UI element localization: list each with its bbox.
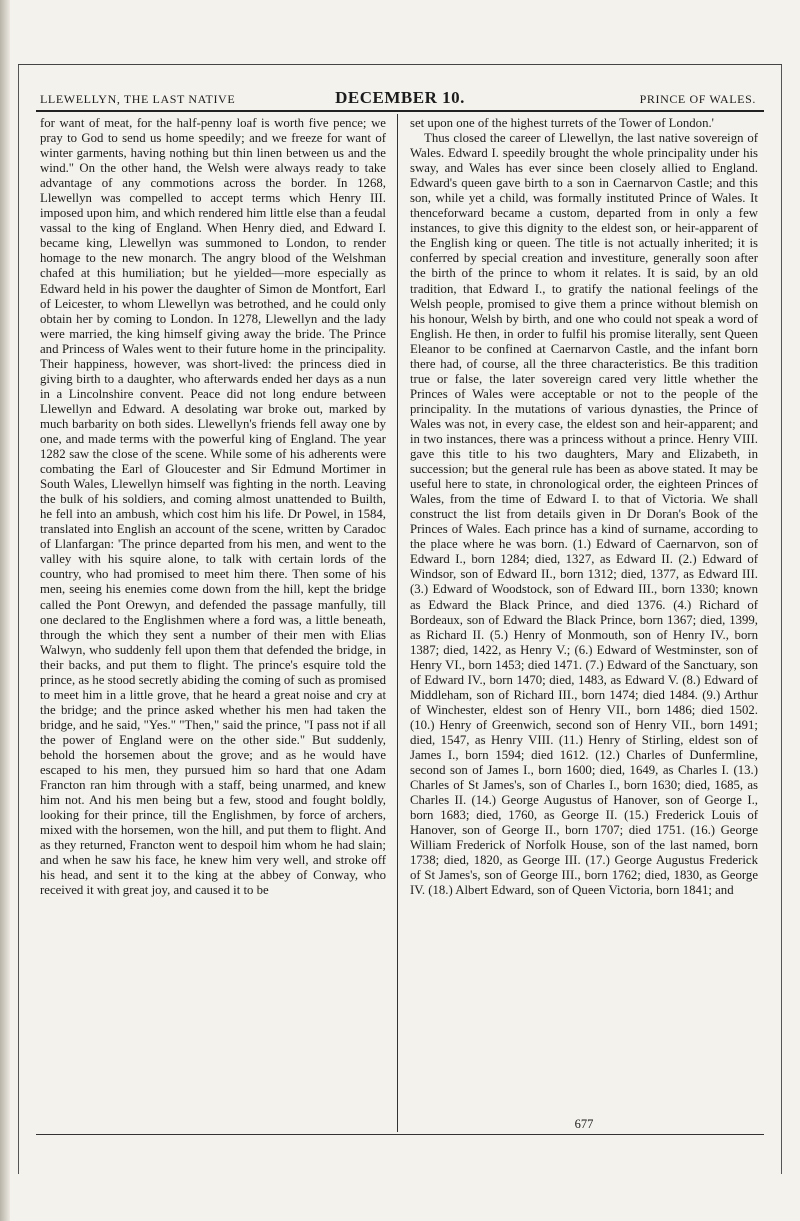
header-date: DECEMBER 10. <box>335 88 465 107</box>
left-paragraph-1: for want of meat, for the half-penny loaf is worth five pence; we pray to God to send us home speedily; and we freeze for want of winter garments, having nothing but thin linen between us and the wind." On the other hand, the Welsh were always ready to take advantage of any commotions across the border. In 1268, Llewellyn was compelled to accept terms which Henry III. imposed upon him, and which rendered him little else than a feudal vassal to the king of England. When Henry died, and Edward I. became king, Llewellyn was summoned to London, to render homage to the new monarch. The angry blood of the Welshman chafed at this humiliation; but he yielded—more especially as Edward held in his power the daughter of Simon de Montfort, Earl of Leicester, to whom Llewellyn was betrothed, and he could only obtain her by coming to London. In 1278, Llewellyn and the lady were married, the king himself giving away the bride. The Prince and Princess of Wales went to their future home in the principality. Their happiness, however, was short-lived: the princess died in giving birth to a daughter, who afterwards ended her days as a nun in a Lincolnshire convent. Peace did not long endure between Llewellyn and Edward. A desolating war broke out, marked by much barbarity on both sides. Llewellyn's friends fell away one by one, and made terms with the powerful king of England. The year 1282 saw the close of the scene. While some of his adherents were combating the Earl of Gloucester and Sir Edmund Mortimer in South Wales, Llewellyn himself was fighting in the north. Leaving the bulk of his soldiers, and coming almost unattended to Builth, he fell into an ambush, which cost him his life. Dr Powel, in 1584, translated into English an account of the scene, written by Caradoc of Llanfargan: 'The prince departed from his men, and went to the valley with his squire alone, to talk with certain lords of the country, who had promised to meet him there. Then some of his men, seeing his enemies come down from the hill, kept the bridge called the Pont Orewyn, and defended the passage manfully, till one declared to the Englishmen where a ford was, a little beneath, through the which they sent a number of their men with Elias Walwyn, who suddenly fell upon them that defended the bridge, in their backs, and put them to flight. The prince's esquire told the prince, as he stood secretly abiding the coming of such as promised to meet him in a little grove, that he heard a great noise and cry at the bridge; and the prince asked whether his men had taken the bridge, and he said, "Yes." "Then," said the prince, "I pass not if all the power of England were on the other side." But suddenly, behold the horsemen about the grove; and as he would have escaped to his men, they pursued him so hard that one Adam Francton ran him through with a staff, being unarmed, and knew him not. And his men being but a few, stood and fought boldly, looking for their prince, till the Englishmen, by force of archers, mixed with the horsemen, won the hill, and put them to flight. And as they returned, Francton went to despoil him whom he had slain; and when he saw his face, he knew him very well, and stroke off his head, and sent it to the king at the abbey of Conway, who received it with great joy, and caused it to be <box>40 116 386 898</box>
header-left-title: LLEWELLYN, THE LAST NATIVE <box>40 92 236 106</box>
right-paragraph-1: set upon one of the highest turrets of the Tower of London.' <box>410 116 714 130</box>
bottom-rule <box>36 1134 764 1135</box>
page-number: 677 <box>574 1117 594 1131</box>
page-binding-edge <box>0 0 10 1221</box>
running-header <box>36 88 764 110</box>
header-right-title: PRINCE OF WALES. <box>639 92 756 106</box>
right-paragraph-2: Thus closed the career of Llewellyn, the last native sovereign of Wales. Edward I. speedily brought the whole principality under his sway, and Wales has ever since been closely allied to England. Edward's queen gave birth to a son in Caernarvon Castle; and this son, while yet a child, was formally instituted Prince of Wales. It thenceforward became a custom, departed from in only a few instances, to give this dignity to the eldest son, or heir-apparent of the English king or queen. The title is not actually inherited; it is conferred by special creation and investiture, generally soon after the birth of the prince to whom it relates. It is said, by an old tradition, that Edward I., to gratify the national feelings of the Welsh people, promised to give them a prince without blemish on his honour, Welsh by birth, and one who could not speak a word of English. He then, in order to fulfil his promise literally, sent Queen Eleanor to be confined at Caernarvon Castle, and the infant born there had, of course, all the three characteristics. Be this tradition true or false, the later sovereign cared very little whether the Princes of Wales were acceptable or not to the people of the principality. In the mutations of various dynasties, the Prince of Wales was not, in every case, the eldest son and heir-apparent; and in two instances, there was a princess without a prince. Henry VIII. gave this title to his two daughters, Mary and Elizabeth, in succession; but the general rule has been as above stated. It may be useful here to state, in chronological order, the eighteen Princes of Wales, from the time of Edward I. to that of Victoria. We shall construct the list from details given in Dr Doran's Book of the Princes of Wales. Each prince has a kind of surname, according to the place where he was born. (1.) Edward of Caernarvon, son of Edward I., born 1284; died, 1327, as Edward II. (2.) Edward of Windsor, son of Edward II., born 1312; died, 1377, as Edward III. (3.) Edward of Woodstock, son of Edward III., born 1330; known as Edward the Black Prince, and died 1376. (4.) Richard of Bordeaux, son of Edward the Black Prince, born 1367; died, 1399, as Richard II. (5.) Henry of Monmouth, son of Henry IV., born 1387; died, 1422, as Henry V.; (6.) Edward of Westminster, son of Henry VI., born 1453; died 1471. (7.) Edward of the Sanctuary, son of Edward IV., born 1470; died, 1483, as Edward V. (8.) Edward of Middleham, son of Richard III., born 1474; died 1484. (9.) Arthur of Winchester, eldest son of Henry VII., born 1486; died 1502. (10.) Henry of Greenwich, second son of Henry VII., born 1491; died, 1547, as Henry VIII. (11.) Henry of Stirling, eldest son of James I., born 1594; died 1612. (12.) Charles of Dunfermline, second son of James I., born 1600; died, 1649, as Charles I. (13.) Charles of St James's, son of Charles I., born 1630; died, 1685, as Charles II. (14.) George Augustus of Hanover, son of George I., born 1683; died, 1760, as George II. (15.) Frederick Louis of Hanover, son of George II., born 1707; died 1751. (16.) George William Frederick of Norfolk House, son of the last named, born 1738; died, 1820, as George III. (17.) George Augustus Frederick of St James's, son of George III., born 1762; died, 1830, as George IV. (18.) Albert Edward, son of Queen Victoria, born 1841; and <box>410 131 758 898</box>
top-rule <box>18 64 782 65</box>
right-column <box>410 116 758 898</box>
left-column <box>40 116 386 898</box>
header-rule <box>36 110 764 112</box>
column-divider <box>397 114 398 1132</box>
